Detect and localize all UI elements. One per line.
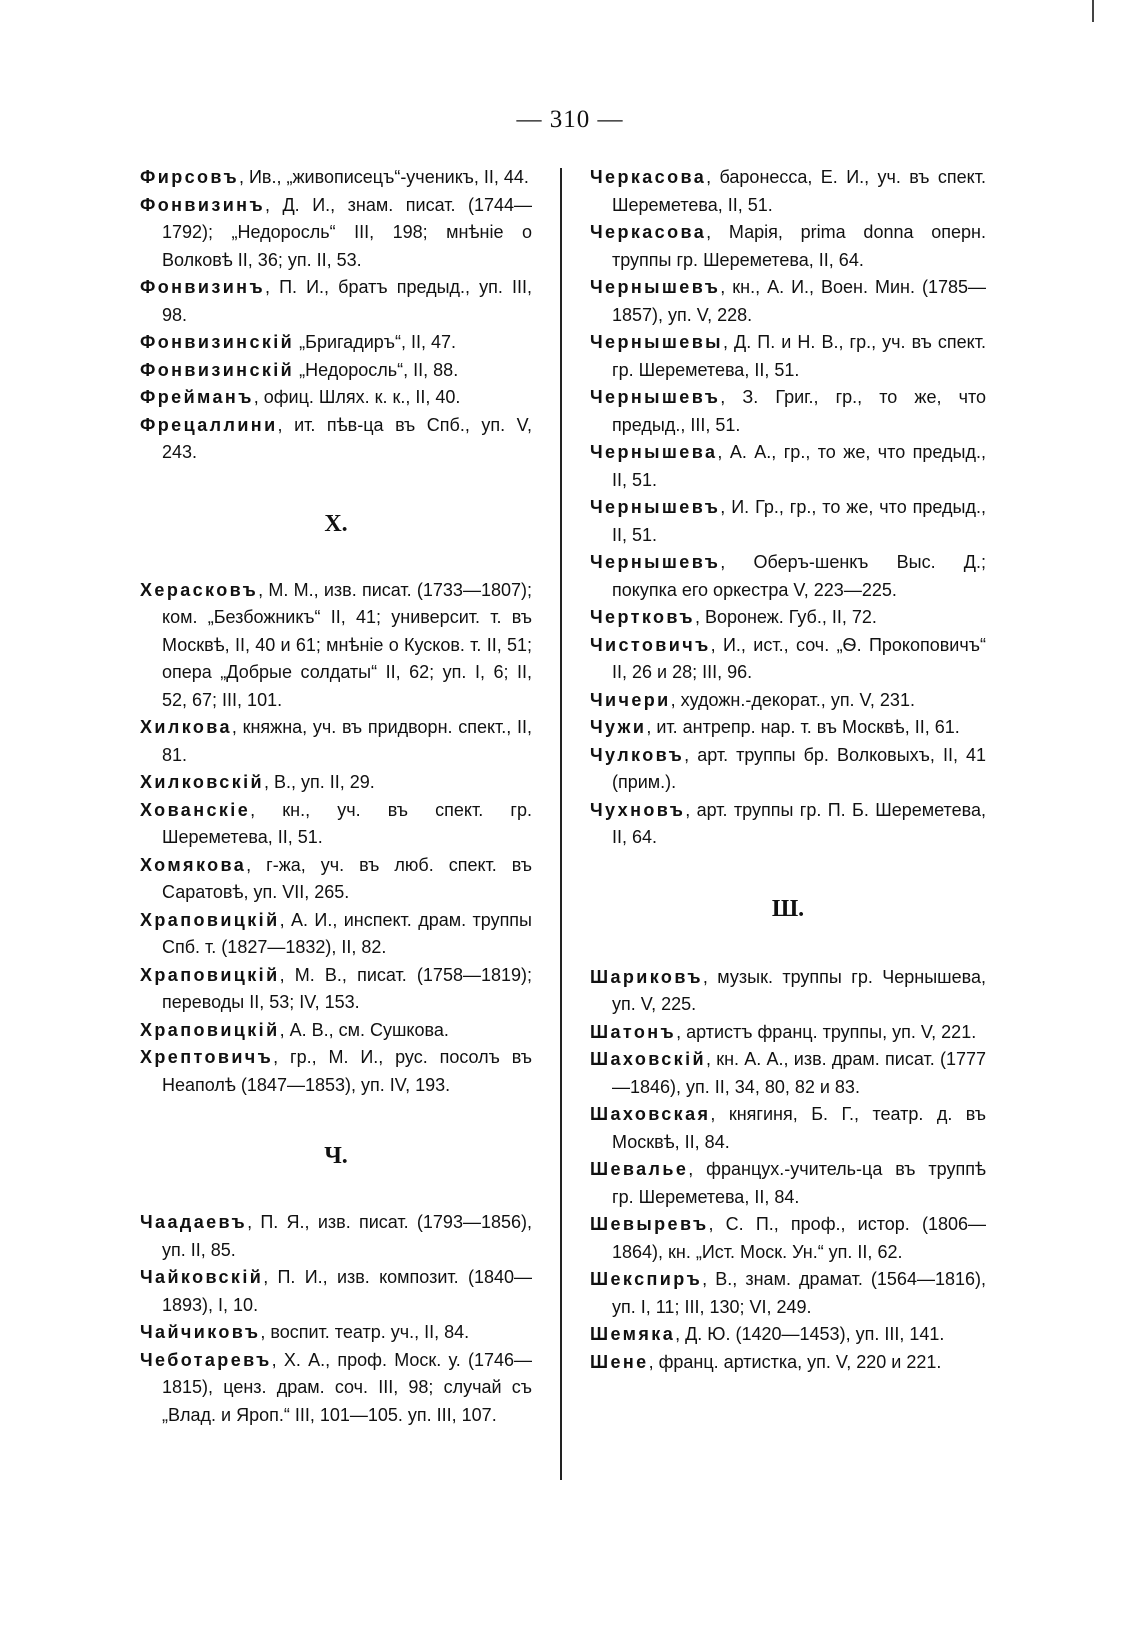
entry-name: Шевалье	[590, 1159, 689, 1179]
section-letter-heading: Ш.	[771, 895, 805, 922]
entry-text: , А. И., инспект. драм. труппы Спб. т. (1827—1832), II, 82.	[162, 909, 532, 957]
entry-text: , гр., М. И., рус. посолъ въ Неаполѣ (1847—1853), уп. IV, 193.	[162, 1047, 532, 1095]
entry-name: Хилкова	[140, 717, 232, 737]
index-entry	[140, 384, 532, 412]
entry-name: Храповицкій	[140, 1019, 280, 1040]
page-number: — 310 —	[516, 106, 624, 133]
entry-text: , артистъ франц. труппы, уп. V, 221.	[676, 1021, 977, 1042]
index-entry	[140, 769, 532, 797]
entry-text: , С. П., проф., истор. (1806—1864), кн. „Ист. Моск. Ун.“ уп. II, 62.	[612, 1214, 986, 1262]
index-entry	[590, 797, 986, 852]
right-column	[590, 164, 986, 1376]
entry-name: Черкасова	[590, 222, 707, 242]
entry-name: Черкасова	[590, 167, 707, 187]
entry-text: , княжна, уч. въ придворн. спект., II, 81.	[162, 717, 532, 765]
column-divider	[560, 168, 562, 1480]
entry-name: Хованскіе	[140, 799, 251, 820]
entry-text: , арт. труппы бр. Волковыхъ, II, 41 (прим.).	[612, 744, 986, 792]
entry-text: , И. Гр., гр., то же, что предыд., II, 51.	[612, 497, 986, 545]
index-entry	[140, 852, 532, 907]
entry-name: Шаховская	[590, 1104, 711, 1124]
index-entry	[140, 797, 532, 852]
index-entry	[140, 192, 532, 275]
entry-text: , В., знам. драмат. (1564—1816), уп. I, 11; III, 130; VI, 249.	[612, 1269, 986, 1317]
index-entry	[590, 1046, 986, 1101]
entry-name: Фирсовъ	[140, 167, 239, 187]
entry-name: Шатонъ	[590, 1021, 677, 1042]
index-entry	[140, 1347, 532, 1430]
entry-text: , П. И., изв. композит. (1840—1893), I, 10.	[162, 1267, 532, 1315]
index-entry	[590, 964, 986, 1019]
entry-text: , офиц. Шлях. к. к., II, 40.	[253, 387, 461, 407]
entry-text: , арт. труппы гр. П. Б. Шереметева, II, 64.	[612, 799, 986, 847]
index-entry	[590, 1101, 986, 1156]
entry-name: Чернышевъ	[590, 387, 721, 407]
entry-name: Чужи	[590, 717, 647, 737]
index-entry	[590, 742, 986, 797]
index-entry	[590, 1266, 986, 1321]
entry-name: Чистовичъ	[590, 634, 711, 655]
index-entry	[590, 329, 986, 384]
index-entry	[590, 1321, 986, 1349]
entry-text: , ит. пѣв-ца въ Спб., уп. V, 243.	[162, 414, 532, 462]
entry-name: Шекспиръ	[590, 1269, 703, 1289]
entry-text: , францух.-учитель-ца въ труппѣ гр. Шереметева, II, 84.	[612, 1159, 986, 1207]
entry-name: Шаховскій	[590, 1049, 706, 1069]
entry-text: , М. В., писат. (1758—1819); переводы II, 53; IV, 153.	[162, 964, 532, 1012]
index-entry	[590, 1349, 986, 1377]
index-entry	[140, 412, 532, 467]
index-entry	[590, 1156, 986, 1211]
index-entry	[140, 1264, 532, 1319]
entry-name: Фонвизинъ	[140, 194, 265, 215]
index-entry	[140, 164, 532, 192]
entry-text: , Ив., „живописецъ“-ученикъ, II, 44.	[238, 167, 529, 187]
index-entry	[140, 577, 532, 715]
index-entry	[590, 687, 986, 715]
index-entry	[590, 274, 986, 329]
entry-text: , кн., А. И., Воен. Мин. (1785—1857), уп. V, 228.	[612, 277, 986, 325]
index-entry	[590, 549, 986, 604]
entry-name: Шариковъ	[590, 966, 703, 987]
entry-name: Шемяка	[590, 1324, 676, 1344]
entry-name: Чулковъ	[590, 744, 685, 765]
entry-text: , Марія, prima donna оперн. труппы гр. Шереметева, II, 64.	[612, 222, 986, 270]
entry-name: Фрейманъ	[140, 387, 254, 407]
entry-text: „Недоросль“, II, 88.	[294, 359, 459, 380]
entry-name: Чертковъ	[590, 607, 695, 627]
entry-name: Чернышевъ	[590, 552, 721, 572]
entry-text: , ит. антрепр. нар. т. въ Москвѣ, II, 61.	[646, 717, 960, 737]
entry-name: Чайчиковъ	[140, 1322, 261, 1342]
entry-name: Храповицкій	[140, 964, 280, 985]
entry-text: , Д. Ю. (1420—1453), уп. III, 141.	[675, 1324, 945, 1344]
entry-text: , Д. И., знам. писат. (1744—1792); „Недоросль“ III, 198; мнѣніе о Волковѣ II, 36; уп. II, 53.	[162, 194, 532, 270]
index-entry	[590, 439, 986, 494]
entry-name: Фонвизинскій	[140, 359, 295, 380]
entry-name: Фонвизинъ	[140, 277, 265, 297]
entry-name: Чернышевъ	[590, 277, 721, 297]
index-entry	[590, 219, 986, 274]
entry-text: , М. М., изв. писат. (1733—1807); ком. „Безбожникъ“ II, 41; университ. т. въ Москвѣ, II, 40 и 61; мнѣніе о Кусков. т. II, 51; опера „Добрые солдаты“ II, 62; уп. I, 6; II, 52, 67; III, 101.	[162, 579, 532, 710]
entry-name: Хомякова	[140, 854, 247, 875]
entry-text: , Оберъ-шенкъ Выс. Д.; покупка его оркестра V, 223—225.	[612, 552, 986, 600]
entry-text: , кн., уч. въ спект. гр. Шереметева, II, 51.	[162, 799, 532, 847]
index-entry	[590, 632, 986, 687]
entry-name: Хилковскій	[140, 772, 264, 792]
entry-text: , В., уп. II, 29.	[263, 772, 375, 792]
entry-text: , Х. А., проф. Моск. у. (1746—1815), ценз. драм. соч. III, 98; случай съ „Влад. и Яроп.“ III, 101—105. уп. III, 107.	[162, 1349, 532, 1425]
entry-text: , княгиня, Б. Г., театр. д. въ Москвѣ, II, 84.	[612, 1104, 986, 1152]
entry-text: , П. Я., изв. писат. (1793—1856), уп. II, 85.	[162, 1212, 532, 1260]
entry-name: Херасковъ	[140, 579, 259, 600]
index-entry	[590, 714, 986, 742]
entry-name: Чаадаевъ	[140, 1212, 248, 1232]
section-letter-heading: Х.	[324, 510, 348, 537]
index-entry	[140, 907, 532, 962]
index-entry	[140, 962, 532, 1017]
entry-name: Хрептовичъ	[140, 1047, 274, 1067]
index-entry	[140, 1044, 532, 1099]
entry-text: , воспит. театр. уч., II, 84.	[260, 1322, 470, 1342]
left-column	[140, 164, 532, 1429]
entry-text: , Воронеж. Губ., II, 72.	[694, 607, 877, 627]
index-entry	[590, 164, 986, 219]
entry-text: , А. А., гр., то же, что предыд., II, 51.	[612, 442, 986, 490]
entry-name: Чухновъ	[590, 799, 686, 820]
index-entry	[140, 1319, 532, 1347]
index-entry	[140, 1209, 532, 1264]
entry-name: Фрецаллини	[140, 414, 278, 435]
index-entry	[590, 1019, 986, 1047]
entry-text: , кн. А. А., изв. драм. писат. (1777—1846), уп. II, 34, 80, 82 и 83.	[612, 1049, 986, 1097]
index-entry	[140, 329, 532, 357]
index-entry	[140, 1017, 532, 1045]
entry-text: , франц. артистка, уп. V, 220 и 221.	[648, 1351, 942, 1372]
entry-text: , А. В., см. Сушкова.	[279, 1019, 449, 1040]
index-entry	[140, 714, 532, 769]
entry-text: , музык. труппы гр. Чернышева, уп. V, 225.	[612, 966, 986, 1014]
entry-text: , баронесса, Е. И., уч. въ спект. Шереметева, II, 51.	[612, 167, 986, 215]
page-edge-mark	[1092, 0, 1094, 22]
entry-text: , Д. П. и Н. В., гр., уч. въ спект. гр. Шереметева, II, 51.	[612, 332, 986, 380]
entry-text: , художн.-декорат., уп. V, 231.	[670, 689, 915, 710]
entry-name: Чичери	[590, 689, 671, 710]
entry-name: Чайковскій	[140, 1267, 264, 1287]
index-entry	[590, 1211, 986, 1266]
section-letter-heading: Ч.	[324, 1143, 348, 1169]
index-entry	[140, 274, 532, 329]
entry-text: „Бригадиръ“, II, 47.	[294, 332, 457, 352]
entry-text: , З. Григ., гр., то же, что предыд., III, 51.	[612, 387, 986, 435]
entry-text: , г-жа, уч. въ люб. спект. въ Саратовѣ, уп. VII, 265.	[162, 854, 532, 902]
index-entry	[590, 384, 986, 439]
entry-name: Чернышева	[590, 442, 718, 462]
entry-text: , П. И., братъ предыд., уп. III, 98.	[162, 277, 532, 325]
entry-name: Храповицкій	[140, 909, 280, 930]
entry-name: Чернышевъ	[590, 497, 721, 517]
entry-name: Чернышевы	[590, 332, 723, 352]
entry-name: Чеботаревъ	[140, 1349, 272, 1370]
index-entry	[590, 604, 986, 632]
entry-name: Фонвизинскій	[140, 332, 295, 352]
entry-name: Шене	[590, 1351, 649, 1372]
index-entry	[140, 357, 532, 385]
index-entry	[590, 494, 986, 549]
entry-text: , И., ист., соч. „Ѳ. Прокоповичъ“ II, 26 и 28; III, 96.	[612, 634, 986, 682]
entry-name: Шевыревъ	[590, 1214, 709, 1234]
